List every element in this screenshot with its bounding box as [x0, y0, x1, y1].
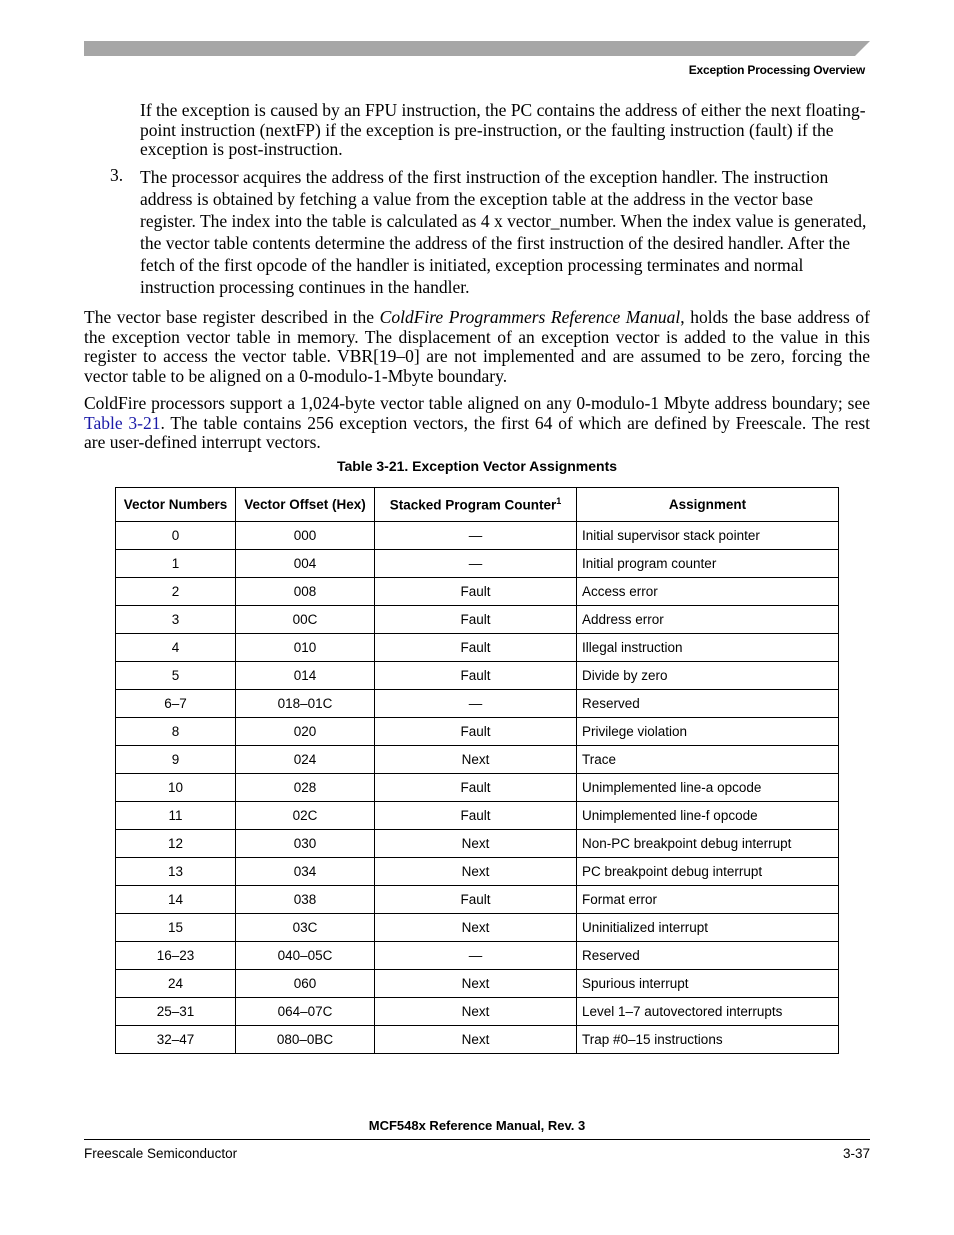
table-header-row [116, 488, 839, 522]
cell-vector-number: 6–7 [116, 690, 236, 718]
cell-vector-number: 12 [116, 830, 236, 858]
cell-vector-offset: 008 [236, 578, 375, 606]
cell-vector-offset: 00C [236, 606, 375, 634]
table-row [116, 802, 839, 830]
cell-vector-number: 14 [116, 886, 236, 914]
table-row [116, 522, 839, 550]
cell-stacked-pc: Next [375, 746, 577, 774]
cell-stacked-pc: Next [375, 970, 577, 998]
cell-assignment: Uninitialized interrupt [577, 914, 839, 942]
cell-vector-number: 25–31 [116, 998, 236, 1026]
cell-assignment: Initial program counter [577, 550, 839, 578]
cell-vector-number: 3 [116, 606, 236, 634]
cell-vector-number: 1 [116, 550, 236, 578]
cell-stacked-pc: — [375, 550, 577, 578]
footer-manual-title: MCF548x Reference Manual, Rev. 3 [368, 1118, 586, 1133]
cell-assignment: Privilege violation [577, 718, 839, 746]
header-assignment: Assignment [577, 488, 839, 522]
cell-vector-offset: 028 [236, 774, 375, 802]
cell-assignment: Format error [577, 886, 839, 914]
table-row [116, 858, 839, 886]
cell-vector-number: 8 [116, 718, 236, 746]
para2-text-a: ColdFire processors support a 1,024-byte vector table aligned on any 0-modulo-1 Mbyte address boundary; see [84, 393, 870, 413]
table-row [116, 578, 839, 606]
cell-vector-offset: 040–05C [236, 942, 375, 970]
cell-stacked-pc: Fault [375, 662, 577, 690]
header-stacked-pc-label: Stacked Program Counter [389, 497, 557, 513]
cell-vector-number: 16–23 [116, 942, 236, 970]
footer-company: Freescale Semiconductor [84, 1146, 238, 1161]
cell-stacked-pc: Next [375, 914, 577, 942]
cell-assignment: Access error [577, 578, 839, 606]
cell-stacked-pc: Fault [375, 774, 577, 802]
cell-stacked-pc: Fault [375, 802, 577, 830]
cell-vector-number: 2 [116, 578, 236, 606]
table-link[interactable]: Table 3-21 [84, 412, 161, 433]
paragraph-vector-base [84, 308, 870, 386]
cell-stacked-pc: Fault [375, 606, 577, 634]
cell-stacked-pc: — [375, 522, 577, 550]
cell-vector-offset: 014 [236, 662, 375, 690]
table-row [116, 970, 839, 998]
table-row [116, 774, 839, 802]
footer-divider [84, 1139, 870, 1140]
table-row [116, 998, 839, 1026]
cell-vector-number: 32–47 [116, 1026, 236, 1054]
table-row [116, 662, 839, 690]
cell-stacked-pc: Fault [375, 634, 577, 662]
cell-vector-offset: 010 [236, 634, 375, 662]
cell-stacked-pc: Fault [375, 578, 577, 606]
table-row [116, 746, 839, 774]
step-text: The processor acquires the address of the first instruction of the exception handler. The instruction address is obtained by fetching a value from the exception table at the address in the vector base register. The index into the table is calculated as 4 x vector_number. When the index value is generated, the vector table contents determine the address of the first instruction of the desired handler. After the fetch of the first opcode of the handler is initiated, exception processing terminates and normal instruction processing continues in the handler. [140, 167, 867, 297]
cell-vector-offset: 000 [236, 522, 375, 550]
cell-vector-number: 9 [116, 746, 236, 774]
cell-stacked-pc: Next [375, 998, 577, 1026]
para2-text-b: . The table contains 256 exception vectors, the first 64 of which are defined by Freescale. The rest are user-defined interrupt vectors. [84, 412, 870, 452]
table-row [116, 606, 839, 634]
header-vector-numbers: Vector Numbers [116, 488, 236, 522]
footnote-marker: 1 [556, 496, 562, 507]
para1-text-b: , holds the base address of the exception vector table in memory. The displacement of an exception vector is added to the value in this register to access the vector table. VBR[19–0] are not implemented and are assumed to be zero, forcing the vector table to be aligned on a 0-modulo-1-Mbyte boundary. [84, 307, 871, 386]
cell-assignment: Address error [577, 606, 839, 634]
table-row [116, 550, 839, 578]
cell-vector-offset: 064–07C [236, 998, 375, 1026]
cell-vector-offset: 030 [236, 830, 375, 858]
cell-stacked-pc: Fault [375, 886, 577, 914]
header-stacked-pc [375, 488, 577, 522]
table-row [116, 718, 839, 746]
cell-assignment: Spurious interrupt [577, 970, 839, 998]
cell-assignment: Trap #0–15 instructions [577, 1026, 839, 1054]
cell-vector-number: 24 [116, 970, 236, 998]
table-row [116, 942, 839, 970]
cell-stacked-pc: Next [375, 830, 577, 858]
cell-assignment: Divide by zero [577, 662, 839, 690]
cell-vector-offset: 034 [236, 858, 375, 886]
footer-page-number: 3-37 [842, 1146, 870, 1161]
cell-vector-offset: 03C [236, 914, 375, 942]
para1-text-a: The vector base register described in the [84, 307, 380, 327]
cell-vector-number: 4 [116, 634, 236, 662]
cell-stacked-pc: Fault [375, 718, 577, 746]
cell-vector-number: 0 [116, 522, 236, 550]
cell-vector-offset: 020 [236, 718, 375, 746]
cell-assignment: Initial supervisor stack pointer [577, 522, 839, 550]
table-title: Table 3-21. Exception Vector Assignments [336, 458, 618, 474]
manual-reference: ColdFire Programmers Reference Manual [379, 307, 681, 327]
header-vector-offset: Vector Offset (Hex) [236, 488, 375, 522]
table-row [116, 634, 839, 662]
exception-vector-table [115, 487, 839, 1054]
section-title: Exception Processing Overview [688, 63, 865, 77]
cell-vector-number: 5 [116, 662, 236, 690]
cell-stacked-pc: — [375, 942, 577, 970]
paragraph-vector-table [84, 394, 870, 453]
cell-stacked-pc: Next [375, 1026, 577, 1054]
cell-assignment: Non-PC breakpoint debug interrupt [577, 830, 839, 858]
cell-vector-offset: 024 [236, 746, 375, 774]
cell-vector-offset: 018–01C [236, 690, 375, 718]
continuation-paragraph: If the exception is caused by an FPU instruction, the PC contains the address of either the next floating-point instruction (nextFP) if the exception is pre-instruction, or the faulting instruction (fault) if the exception is post-instruction. [140, 100, 866, 159]
cell-vector-offset: 004 [236, 550, 375, 578]
cell-vector-offset: 080–0BC [236, 1026, 375, 1054]
header-banner [84, 41, 870, 56]
cell-assignment: Unimplemented line-f opcode [577, 802, 839, 830]
cell-vector-number: 13 [116, 858, 236, 886]
cell-assignment: Trace [577, 746, 839, 774]
cell-vector-offset: 038 [236, 886, 375, 914]
cell-assignment: Level 1–7 autovectored interrupts [577, 998, 839, 1026]
table-row [116, 914, 839, 942]
cell-vector-number: 10 [116, 774, 236, 802]
cell-assignment: PC breakpoint debug interrupt [577, 858, 839, 886]
step-number: 3. [110, 165, 124, 185]
table-row [116, 886, 839, 914]
cell-vector-offset: 02C [236, 802, 375, 830]
table-row [116, 1026, 839, 1054]
cell-assignment: Reserved [577, 690, 839, 718]
cell-assignment: Illegal instruction [577, 634, 839, 662]
cell-vector-number: 15 [116, 914, 236, 942]
cell-assignment: Reserved [577, 942, 839, 970]
cell-vector-number: 11 [116, 802, 236, 830]
cell-vector-offset: 060 [236, 970, 375, 998]
cell-stacked-pc: — [375, 690, 577, 718]
cell-stacked-pc: Next [375, 858, 577, 886]
table-row [116, 690, 839, 718]
table-row [116, 830, 839, 858]
cell-assignment: Unimplemented line-a opcode [577, 774, 839, 802]
